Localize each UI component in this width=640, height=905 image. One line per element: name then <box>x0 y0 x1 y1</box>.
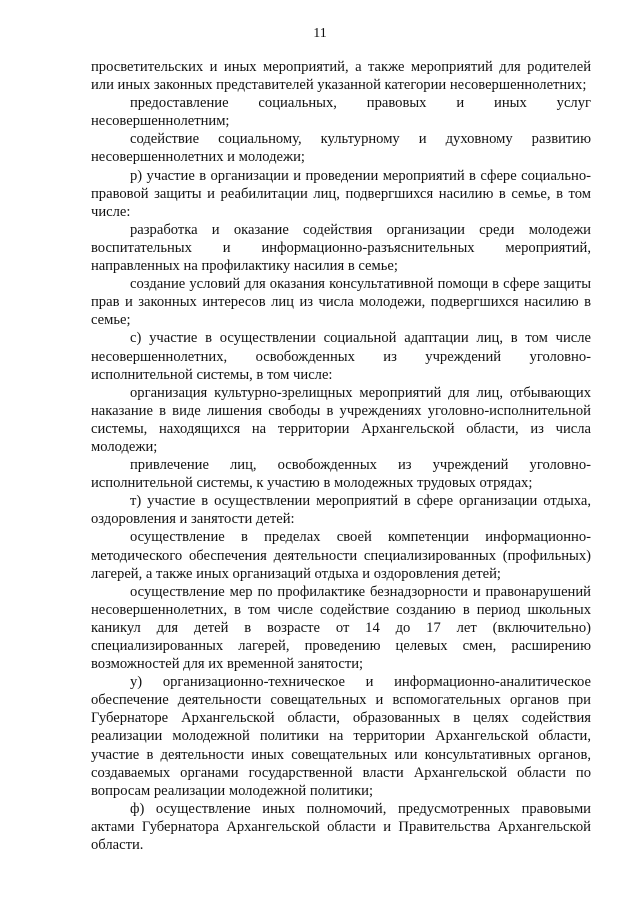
paragraph: с) участие в осуществлении социальной адаптации лиц, в том числе несовершеннолетних, освобожденных из учреждений уголовно-исполнительной системы, в том числе: <box>91 330 591 383</box>
paragraph: осуществление в пределах своей компетенции информационно-методического обеспечения деятельности специализированных (профильных) лагерей, а также иных организаций отдыха и оздоровления детей; <box>91 529 591 582</box>
paragraph: привлечение лиц, освобожденных из учреждений уголовно-исполнительной системы, к участию в молодежных трудовых отрядах; <box>91 457 591 492</box>
paragraph: создание условий для оказания консультативной помощи в сфере защиты прав и законных интересов лиц из числа молодежи, подвергшихся насилию в семье; <box>91 276 591 329</box>
paragraph: содействие социальному, культурному и духовному развитию несовершеннолетних и молодежи; <box>91 131 591 166</box>
paragraph: т) участие в осуществлении мероприятий в сфере организации отдыха, оздоровления и занятости детей: <box>91 493 591 528</box>
document-body <box>91 58 591 854</box>
paragraph: организация культурно-зрелищных мероприятий для лиц, отбывающих наказание в виде лишения свободы в учреждениях уголовно-исполнительной системы, находящихся на территории Архангельской области, из числа молодежи; <box>91 384 591 455</box>
paragraph: у) организационно-техническое и информационно-аналитическое обеспечение деятельности совещательных и вспомогательных органов при Губернаторе Архангельской области, образованных в целях содействия реализации молодежной политики на территории Архангельской области, участие в деятельности иных совещательных или консультативных органов, создаваемых органами государственной власти Архангельской области по вопросам реализации молодежной политики; <box>91 674 591 799</box>
paragraph: р) участие в организации и проведении мероприятий в сфере социально-правовой защиты и реабилитации лиц, подвергшихся насилию в семье, в том числе: <box>91 167 591 220</box>
page-number: 11 <box>313 26 327 41</box>
paragraph-continuation: просветительских и иных мероприятий, а также мероприятий для родителей или иных законных представителей указанной категории несовершеннолетних; <box>91 59 591 94</box>
paragraph: разработка и оказание содействия организации среди молодежи воспитательных и информационно-разъяснительных мероприятий, направленных на профилактику насилия в семье; <box>91 221 591 275</box>
paragraph: осуществление мер по профилактике безнадзорности и правонарушений несовершеннолетних, в том числе содействие созданию в период школьных каникул для детей в возрасте от 14 до 17 лет (включительно) специализированных лагерей, проведению целевых смен, расширению возможностей для их временной занятости; <box>91 583 591 673</box>
paragraph: ф) осуществление иных полномочий, предусмотренных правовыми актами Губернатора Архангельской области и Правительства Архангельской области. <box>91 800 591 854</box>
paragraph: предоставление социальных, правовых и иных услуг несовершеннолетним; <box>91 95 591 130</box>
